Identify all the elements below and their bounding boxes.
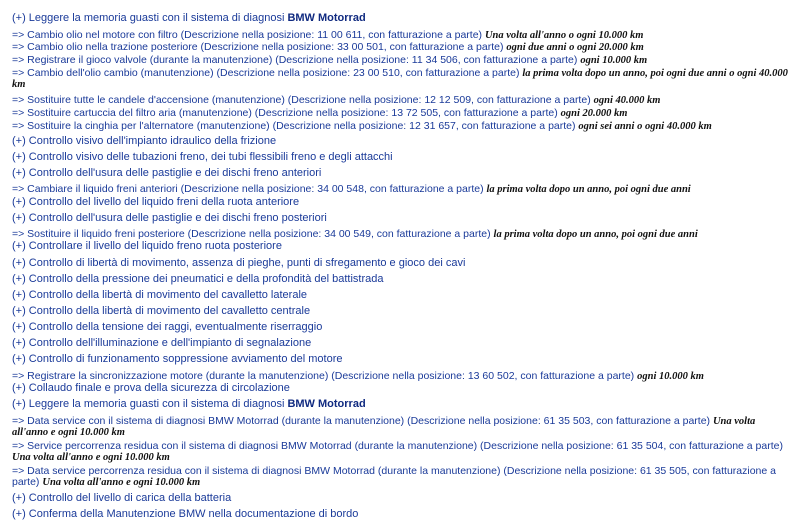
interval-note: Una volta all'anno e ogni 10.000 km: [42, 477, 201, 488]
item-text: (+) Controllo dell'usura delle pastiglie e dei dischi freno posteriori: [12, 212, 327, 224]
list-item: [0, 55, 794, 66]
interval-note: ogni 10.000 km: [637, 371, 704, 382]
item-text: (+) Controllo visivo dell'impianto idraulico della frizione: [12, 135, 277, 147]
list-item: [0, 197, 794, 209]
item-text: => Sostituire la cinghia per l'alternatore (manutenzione) (Descrizione nella posizione: 12 31 657, con fatturazione a parte): [12, 120, 579, 132]
item-text: => Registrare la sincronizzazione motore (durante la manutenzione) (Descrizione nella posizione: 13 60 502, con fatturazione a parte): [12, 370, 638, 382]
item-text: => Sostituire il liquido freni posteriore (Descrizione nella posizione: 34 00 549, con fatturazione a parte): [12, 228, 494, 240]
list-item: [0, 168, 794, 180]
item-text: (+) Controllo di funzionamento soppressione avviamento del motore: [12, 353, 343, 365]
item-text: (+) Controllo di libertà di movimento, assenza di pieghe, punti di sfregamento e gioco dei cavi: [12, 257, 466, 269]
item-text: => Cambio olio nella trazione posteriore (Descrizione nella posizione: 33 00 501, con fatturazione a parte): [12, 41, 507, 53]
item-text: (+) Controllo dell'usura delle pastiglie e dei dischi freno anteriori: [12, 167, 322, 179]
item-text: (+) Controllo della pressione dei pneumatici e della profondità del battistrada: [12, 273, 384, 285]
interval-note: ogni sei anni o ogni 40.000 km: [578, 121, 712, 132]
list-item: [0, 95, 794, 106]
interval-note: la prima volta dopo un anno, poi ogni due anni o ogni 40.000 km: [12, 68, 788, 90]
item-text: => Sostituire tutte le candele d'accensione (manutenzione) (Descrizione nella posizione: 12 12 509, con fatturazione a parte): [12, 94, 594, 106]
list-item: [0, 306, 794, 318]
item-text: (+) Controllo della libertà di movimento del cavalletto centrale: [12, 305, 311, 317]
item-text: (+) Controllo della tensione dei raggi, eventualmente riserraggio: [12, 321, 323, 333]
item-text: => Service percorrenza residua con il sistema di diagnosi BMW Motorrad (durante la manutenzione) (Descrizione nella posizione: 61 35 504, con fatturazione a parte): [12, 440, 783, 452]
list-item: [0, 416, 794, 438]
interval-note: ogni due anni o ogni 20.000 km: [506, 42, 644, 53]
list-item: [0, 13, 794, 25]
list-item: [0, 241, 794, 253]
item-text: (+) Controllo del livello del liquido freni della ruota anteriore: [12, 196, 300, 208]
item-text: (+) Leggere la memoria guasti con il sistema di diagnosi: [12, 12, 288, 24]
list-item: [0, 354, 794, 366]
item-text: => Sostituire cartuccia del filtro aria (manutenzione) (Descrizione nella posizione: 13 72 505, con fatturazione a parte): [12, 107, 561, 119]
interval-note: ogni 40.000 km: [593, 95, 661, 106]
item-text: => Cambiare il liquido freni anteriori (Descrizione nella posizione: 34 00 548, con fatturazione a parte): [12, 183, 487, 195]
list-item: [0, 68, 794, 90]
list-item: [0, 383, 794, 395]
list-item: [0, 371, 794, 382]
list-item: [0, 152, 794, 164]
brand-text: BMW Motorrad: [287, 12, 366, 24]
list-item: [0, 136, 794, 148]
item-text: (+) Collaudo finale e prova della sicurezza di circolazione: [12, 382, 290, 394]
list-item: [0, 466, 794, 488]
list-item: [0, 290, 794, 302]
interval-note: Una volta all'anno o ogni 10.000 km: [484, 30, 644, 41]
list-item: [0, 184, 794, 195]
list-item: [0, 322, 794, 334]
item-text: => Cambio dell'olio cambio (manutenzione) (Descrizione nella posizione: 23 00 510, con fatturazione a parte): [12, 67, 523, 79]
list-item: [0, 213, 794, 225]
interval-note: la prima volta dopo un anno, poi ogni due anni: [493, 229, 698, 240]
interval-note: ogni 20.000 km: [560, 108, 628, 119]
item-text: => Data service percorrenza residua con il sistema di diagnosi BMW Motorrad (durante la manutenzione) (Descrizione nella posizione: 61 35 505, con fatturazione a parte): [12, 465, 776, 488]
item-text: => Cambio olio nel motore con filtro (Descrizione nella posizione: 11 00 611, con fatturazione a parte): [12, 29, 485, 41]
list-item: [0, 42, 794, 53]
interval-note: la prima volta dopo un anno, poi ogni due anni: [486, 184, 691, 195]
list-item: [0, 274, 794, 286]
item-text: (+) Controllo visivo delle tubazioni freno, dei tubi flessibili freno e degli attacchi: [12, 151, 393, 163]
list-item: [0, 121, 794, 132]
list-item: [0, 229, 794, 240]
item-text: (+) Controllare il livello del liquido freno ruota posteriore: [12, 240, 282, 252]
item-text: (+) Controllo del livello di carica della batteria: [12, 492, 232, 504]
brand-text: BMW Motorrad: [287, 398, 366, 410]
interval-note: Una volta all'anno e ogni 10.000 km: [12, 416, 756, 438]
item-text: => Registrare il gioco valvole (durante la manutenzione) (Descrizione nella posizione: 11 34 506, con fatturazione a parte): [12, 54, 581, 66]
interval-note: Una volta all'anno e ogni 10.000 km: [12, 452, 170, 463]
list-item: [0, 441, 794, 463]
item-text: (+) Conferma della Manutenzione BMW nella documentazione di bordo: [12, 508, 359, 520]
interval-note: ogni 10.000 km: [580, 55, 648, 66]
list-item: [0, 108, 794, 119]
item-text: => Data service con il sistema di diagnosi BMW Motorrad (durante la manutenzione) (Descrizione nella posizione: 61 35 503, con fatturazione a parte): [12, 415, 713, 427]
list-item: [0, 399, 794, 411]
item-text: (+) Controllo dell'illuminazione e dell'impianto di segnalazione: [12, 337, 312, 349]
list-item: [0, 30, 794, 41]
item-text: (+) Leggere la memoria guasti con il sistema di diagnosi: [12, 398, 288, 410]
list-item: [0, 338, 794, 350]
list-item: [0, 258, 794, 270]
list-item: [0, 493, 794, 505]
item-text: (+) Controllo della libertà di movimento del cavalletto laterale: [12, 289, 308, 301]
list-item: [0, 509, 794, 521]
